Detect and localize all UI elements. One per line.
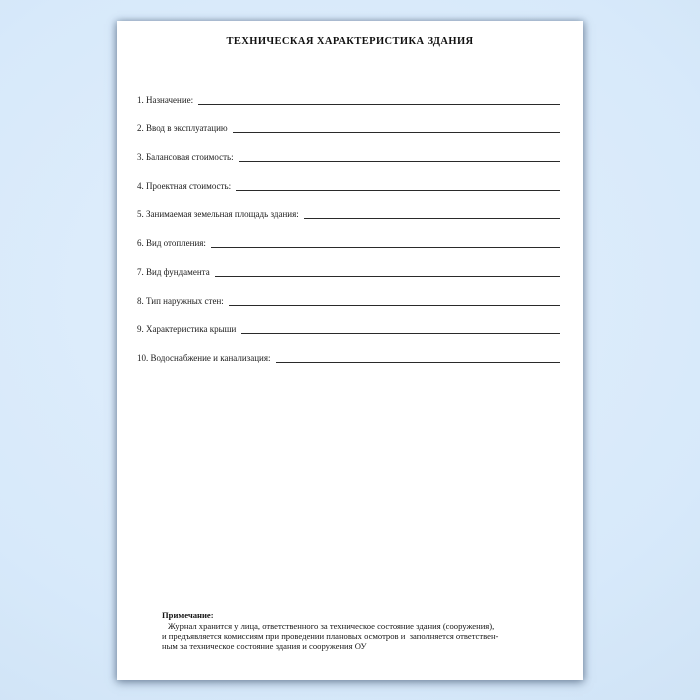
fill-in-line — [241, 324, 560, 334]
fill-in-line — [215, 267, 560, 277]
fill-in-line — [229, 296, 560, 306]
field-label: 7. Вид фундамента — [137, 266, 210, 277]
fill-in-line — [233, 123, 560, 133]
field-label: 10. Водоснабжение и канализация: — [137, 352, 271, 363]
form-field-row — [137, 192, 560, 221]
field-label: 9. Характеристика крыши — [137, 324, 237, 335]
form-fields — [137, 77, 560, 364]
note-text-line: ным за техническое состояние здания и сооружения ОУ — [162, 641, 367, 652]
fill-in-line — [239, 152, 560, 162]
form-field-row — [137, 307, 560, 336]
form-field-row — [137, 278, 560, 307]
form-field-row — [137, 335, 560, 364]
form-field-row — [137, 134, 560, 163]
document-title: ТЕХНИЧЕСКАЯ ХАРАКТЕРИСТИКА ЗДАНИЯ — [226, 36, 474, 47]
field-label: 8. Тип наружных стен: — [137, 295, 224, 306]
field-label: 3. Балансовая стоимость: — [137, 152, 234, 163]
form-field-row — [137, 106, 560, 135]
fill-in-line — [198, 95, 560, 105]
field-label: 4. Проектная стоимость: — [137, 180, 232, 191]
field-label: 1. Назначение: — [137, 94, 194, 105]
field-label: 2. Ввод в эксплуатацию — [137, 123, 228, 134]
fill-in-line — [236, 181, 560, 191]
fill-in-line — [304, 209, 560, 219]
note-block — [162, 610, 545, 651]
form-field-row — [137, 220, 560, 249]
note-text-line: Журнал хранится у лица, ответственного за техническое состояние здания (сооружения), — [168, 620, 495, 631]
field-label: 5. Занимаемая земельная площадь здания: — [137, 209, 299, 220]
field-label: 6. Вид отопления: — [137, 238, 206, 249]
fill-in-line — [211, 238, 560, 248]
form-field-row — [137, 163, 560, 192]
fill-in-line — [276, 353, 561, 363]
note-heading: Примечание: — [162, 610, 214, 620]
form-field-row — [137, 249, 560, 278]
note-text-line: и предъявляется комиссиям при проведении плановых осмотров и заполняется ответствен- — [162, 630, 499, 641]
form-field-row — [137, 77, 560, 106]
document-page — [117, 21, 583, 680]
